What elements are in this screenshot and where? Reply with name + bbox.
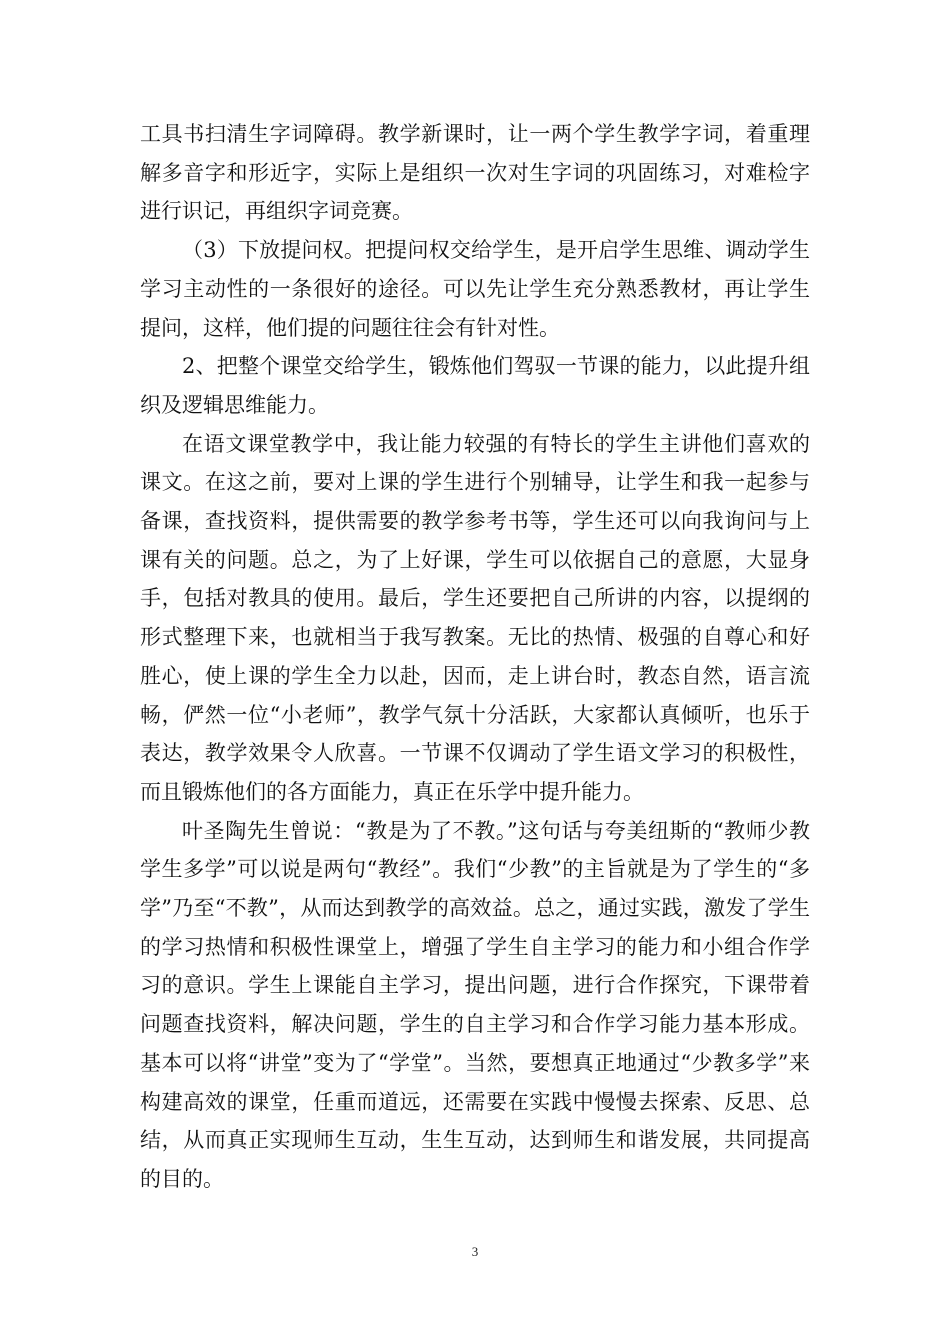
- paragraph: （3）下放提问权。把提问权交给学生，是开启学生思维、调动学生学习主动性的一条很好的途径。可以先让学生充分熟悉教材，再让学生提问，这样，他们提的问题往往会有针对性。: [140, 238, 810, 340]
- page-number: 3: [471, 1244, 479, 1259]
- paragraph: 工具书扫清生字词障碍。教学新课时，让一两个学生教学字词，着重理解多音字和形近字，实际上是组织一次对生字词的巩固练习，对难检字进行识记，再组织字词竞赛。: [140, 122, 810, 224]
- paragraph: 2、把整个课堂交给学生，锻炼他们驾驭一节课的能力，以此提升组织及逻辑思维能力。: [140, 354, 810, 417]
- body-text: [140, 115, 810, 1199]
- paragraph: 叶圣陶先生曾说：“教是为了不教。”这句话与夸美纽斯的“教师少教学生多学”可以说是两句“教经”。我们“少教”的主旨就是为了学生的“多学”乃至“不教”，从而达到教学的高效益。总之，通过实践，激发了学生的学习热情和积极性课堂上，增强了学生自主学习的能力和小组合作学习的意识。学生上课能自主学习，提出问题，进行合作探究，下课带着问题查找资料，解决问题，学生的自主学习和合作学习能力基本形成。基本可以将“讲堂”变为了“学堂”。当然，要想真正地通过“少教多学”来构建高效的课堂，任重而道远，还需要在实践中慢慢去探索、反思、总结，从而真正实现师生互动，生生互动，达到师生和谐发展，共同提高的目的。: [140, 818, 810, 1191]
- paragraph: 在语文课堂教学中，我让能力较强的有特长的学生主讲他们喜欢的课文。在这之前，要对上课的学生进行个别辅导，让学生和我一起参与备课，查找资料，提供需要的教学参考书等，学生还可以向我询问与上课有关的问题。总之，为了上好课，学生可以依据自己的意愿，大显身手，包括对教具的使用。最后，学生还要把自己所讲的内容，以提纲的形式整理下来，也就相当于我写教案。无比的热情、极强的自尊心和好胜心，使上课的学生全力以赴，因而，走上讲台时，教态自然，语言流畅，俨然一位“小老师”，教学气氛十分活跃，大家都认真倾听，也乐于表达，教学效果令人欣喜。一节课不仅调动了学生语文学习的积极性，而且锻炼他们的各方面能力，真正在乐学中提升能力。: [140, 431, 810, 804]
